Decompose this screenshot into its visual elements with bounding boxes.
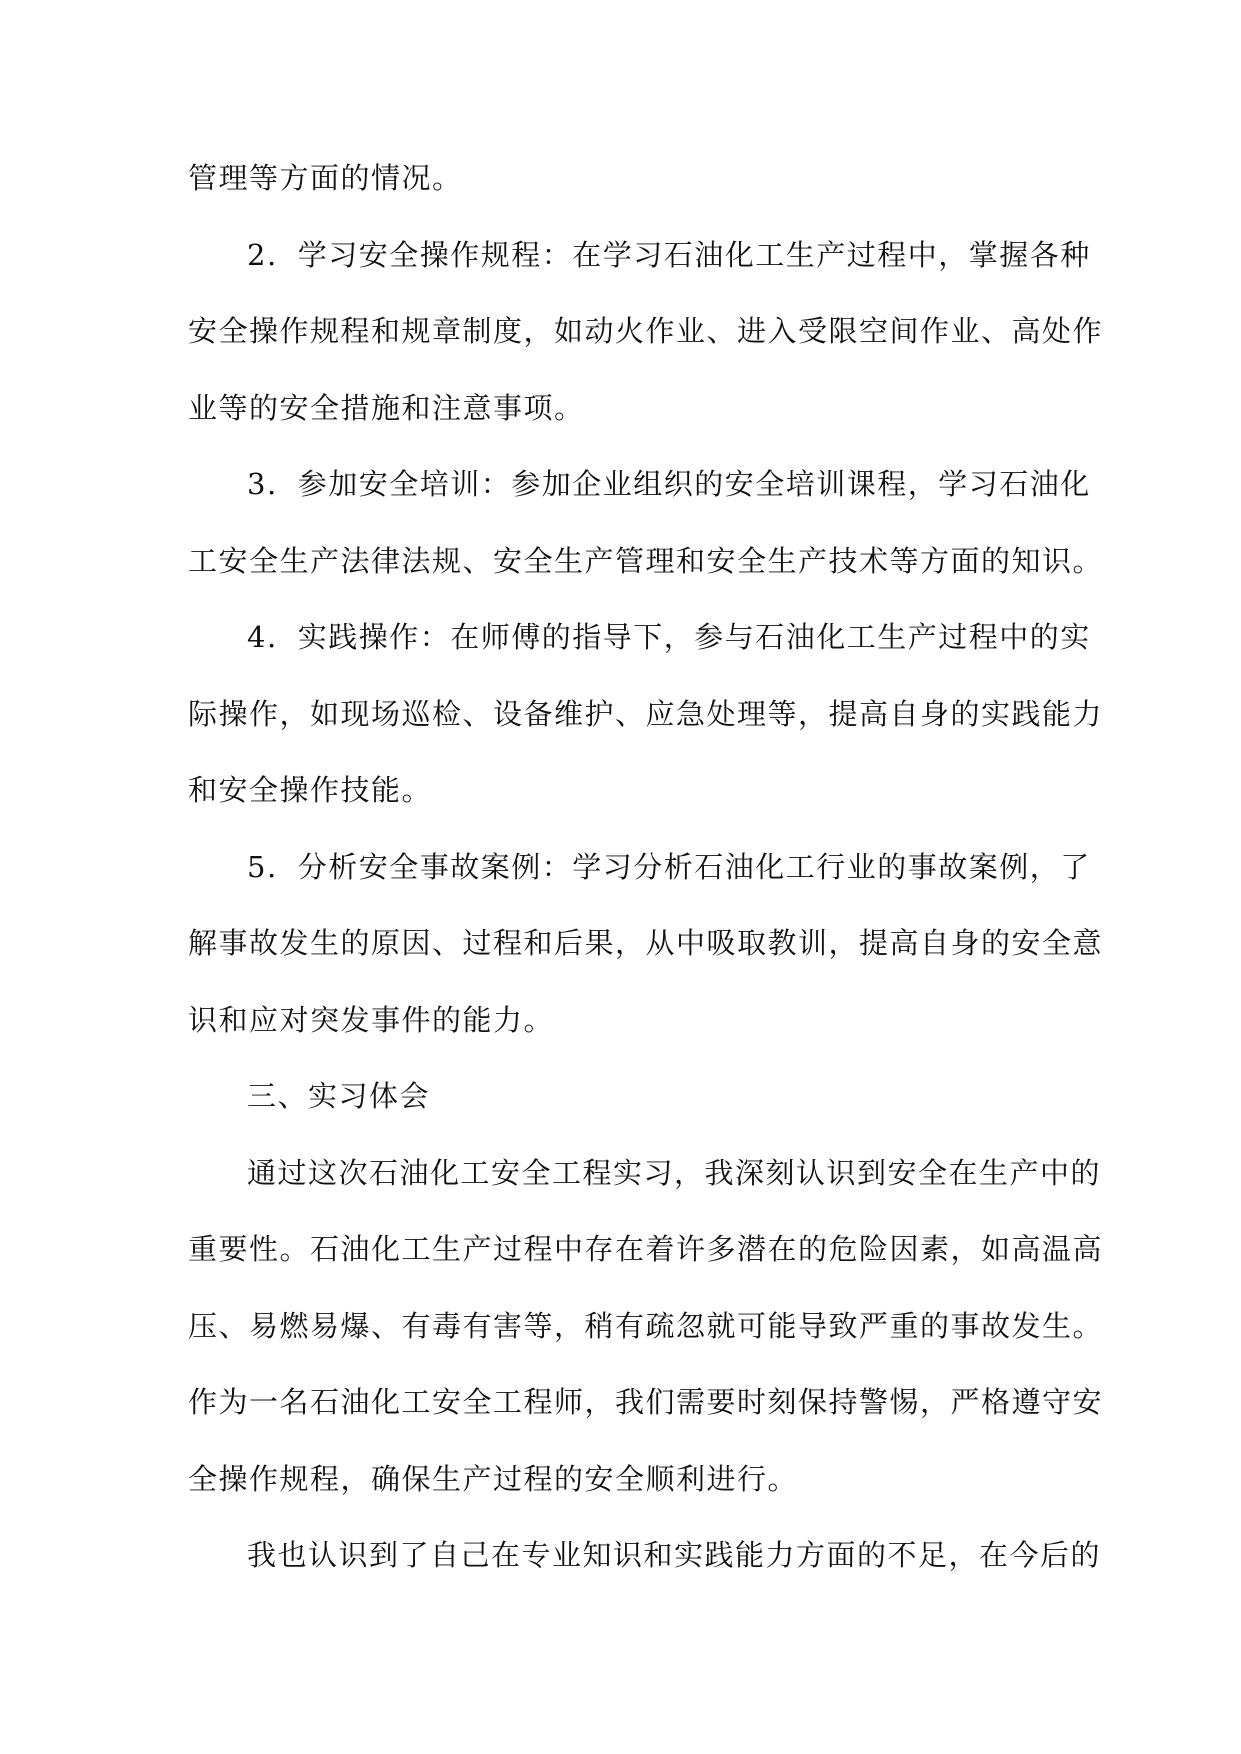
paragraph-line: 通过这次石油化工安全工程实习，我深刻认识到安全在生产中的 — [247, 1155, 1102, 1190]
list-item-2-line-1 — [188, 217, 1091, 294]
list-item-number: 3. — [247, 467, 278, 501]
list-item-text: 学习安全操作规程：在学习石油化工生产过程中，掌握各种 — [297, 237, 1091, 272]
paragraph-continuation-line: 管理等方面的情况。 — [188, 161, 463, 195]
paragraph-line: 我也认识到了自己在专业知识和实践能力方面的不足，在今后的 — [247, 1538, 1102, 1572]
list-item-2-line-2: 安全操作规程和规章制度，如动火作业、进入受限空间作业、高处作 — [188, 314, 1104, 348]
document-body — [188, 140, 1104, 1594]
list-item-text: 参加安全培训：参加企业组织的安全培训课程，学习石油化 — [297, 467, 1091, 501]
paragraph-line: 全操作规程，确保生产过程的安全顺利进行。 — [188, 1461, 799, 1496]
list-item-4-line-1 — [188, 599, 1091, 676]
list-item-number: 5. — [247, 849, 278, 884]
list-item-4-line-2: 际操作，如现场巡检、设备维护、应急处理等，提高自身的实践能力 — [188, 696, 1104, 731]
list-item-number: 4. — [247, 620, 278, 654]
paragraph-line: 压、易燃易爆、有毒有害等，稍有疏忽就可能导致严重的事故发生。 — [188, 1308, 1104, 1343]
list-item-3-line-1 — [188, 446, 1091, 523]
list-item-text: 分析安全事故案例：学习分析石油化工行业的事故案例，了 — [297, 849, 1091, 884]
paragraph-line: 作为一名石油化工安全工程师，我们需要时刻保持警惕，严格遵守安 — [188, 1385, 1104, 1419]
list-item-3-line-2: 工安全生产法律法规、安全生产管理和安全生产技术等方面的知识。 — [188, 543, 1104, 578]
section-heading: 三、实习体会 — [247, 1079, 431, 1113]
list-item-5-line-2: 解事故发生的原因、过程和后果，从中吸取教训，提高自身的安全意 — [188, 926, 1104, 960]
list-item-5-line-3: 识和应对突发事件的能力。 — [188, 1002, 555, 1037]
list-item-4-line-3: 和安全操作技能。 — [188, 773, 433, 807]
list-item-number: 2. — [247, 237, 278, 272]
paragraph-line: 重要性。石油化工生产过程中存在着许多潜在的危险因素，如高温高 — [188, 1232, 1104, 1266]
list-item-5-line-1 — [188, 829, 1091, 906]
list-item-2-line-3: 业等的安全措施和注意事项。 — [188, 390, 585, 425]
list-item-text: 实践操作：在师傅的指导下，参与石油化工生产过程中的实 — [297, 620, 1091, 654]
